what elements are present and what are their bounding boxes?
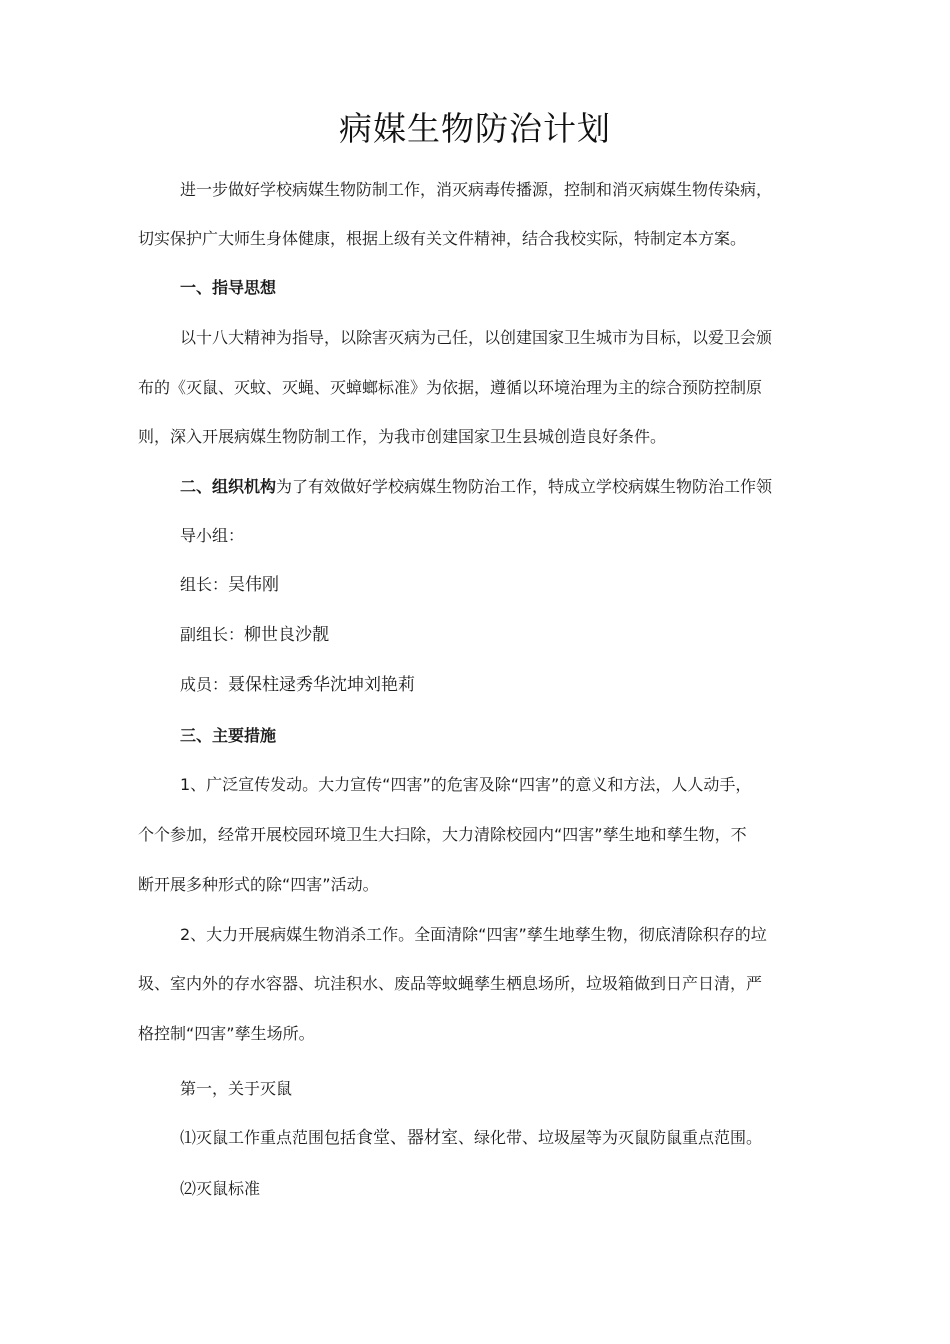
members-row (180, 675, 415, 695)
page-title: 病媒生物防治计划 (339, 109, 611, 148)
section2-line-1-text: 为了有效做好学校病媒生物防治工作，特成立学校病媒生物防治工作领 (276, 477, 773, 496)
rodent-item-1 (180, 1128, 762, 1148)
section2-line-1 (180, 477, 772, 497)
measure2-line-3: 格控制“四害”孳生场所。 (138, 1024, 315, 1043)
section1-line-2: 布的《灭鼠、灭蚊、灭蝇、灭蟑螂标准》为依据，遵循以环境治理为主的综合预防控制原 (138, 378, 763, 397)
rodent-item-1-prefix: ⑴灭鼠工作重点范围包括 (180, 1128, 357, 1147)
deputy-label: 副组长： (180, 625, 245, 644)
measure1-line-2: 个个参加，经常开展校园环境卫生大扫除，大力清除校园内“四害”孳生地和孳生物，不 (138, 825, 747, 844)
section1-line-3: 则，深入开展病媒生物防制工作，为我市创建国家卫生县城创造良好条件。 (138, 427, 667, 446)
section1-line-1: 以十八大精神为指导，以除害灭病为己任，以创建国家卫生城市为目标，以爱卫会颁 (180, 328, 773, 347)
members-label: 成员： (180, 675, 229, 694)
leader-label: 组长： (180, 575, 229, 594)
members-names: 聂保柱逯秀华沈坤刘艳莉 (228, 675, 416, 695)
rodent-item-1-rest: 、绿化带、垃圾屋等为灭鼠防鼠重点范围。 (458, 1128, 763, 1147)
rodent-item-2: ⑵灭鼠标准 (180, 1179, 261, 1198)
measure2-line-1: 2、大力开展病媒生物消杀工作。全面清除“四害”孳生地孳生物，彻底清除积存的垃 (180, 925, 767, 944)
measure1-line-3: 断开展多种形式的除“四害”活动。 (138, 875, 379, 894)
deputy-row (180, 625, 329, 645)
section2-line-2: 导小组： (180, 526, 245, 545)
section-heading-guiding-ideology: 一、指导思想 (180, 278, 277, 297)
intro-line-1: 进一步做好学校病媒生物防制工作，消灭病毒传播源，控制和消灭病媒生物传染病， (180, 180, 773, 199)
measure1-line-1: 1、广泛宣传发动。大力宣传“四害”的危害及除“四害”的意义和方法，人人动手， (180, 775, 752, 794)
leader-row (180, 575, 279, 595)
subsection-heading-rodent-control: 第一，关于灭鼠 (180, 1079, 293, 1098)
deputy-names: 柳世良沙靓 (244, 625, 330, 645)
intro-line-2: 切实保护广大师生身体健康，根据上级有关文件精神，结合我校实际，特制定本方案。 (138, 229, 747, 248)
leader-name: 吴伟刚 (228, 575, 280, 595)
section-heading-organization: 二、组织机构 (180, 477, 277, 496)
measure2-line-2: 圾、室内外的存水容器、坑洼积水、废品等蚊蝇孳生栖息场所，垃圾箱做到日产日清，严 (138, 974, 763, 993)
rodent-item-1-places: 食堂、器材室 (356, 1128, 459, 1148)
section-heading-main-measures: 三、主要措施 (180, 726, 277, 745)
